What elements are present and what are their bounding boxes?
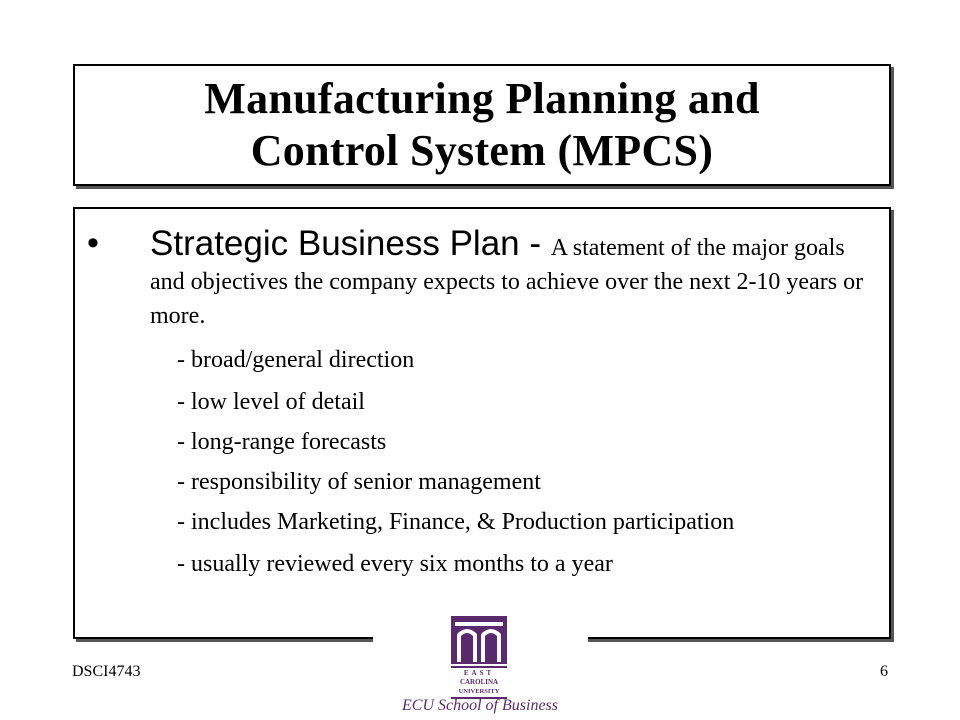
logo-university-text: UNIVERSITY: [458, 688, 500, 695]
page-number: 6: [880, 663, 888, 680]
sub-item: - long-range forecasts: [177, 429, 387, 455]
sub-item: - includes Marketing, Finance, & Production participation: [177, 509, 735, 535]
bullet-marker: •: [87, 224, 99, 262]
sub-item: - low level of detail: [177, 389, 365, 415]
logo-caption: ECU School of Business: [402, 697, 558, 714]
bullet-description: A statement of the major goals and objectives the company expects to achieve over the next 2-10 years or more.: [150, 235, 864, 329]
slide-content-box: [73, 207, 891, 639]
course-code: DSCI4743: [72, 663, 141, 680]
bullet-paragraph: [150, 223, 870, 333]
sub-item: - broad/general direction: [177, 347, 415, 373]
slide-title-line-1: Manufacturing Planning and: [204, 74, 760, 123]
logo-carolina-text: CAROLINA: [459, 678, 499, 686]
bullet-lead-text: Strategic Business Plan -: [150, 224, 551, 263]
slide-title-line-2: Control System (MPCS): [250, 126, 714, 175]
sub-item: - usually reviewed every six months to a year: [177, 551, 613, 577]
sub-item: - responsibility of senior management: [177, 469, 541, 495]
slide-title-box: [73, 64, 891, 186]
ecu-logo: [449, 614, 509, 702]
logo-east-text: EAST: [463, 669, 495, 677]
